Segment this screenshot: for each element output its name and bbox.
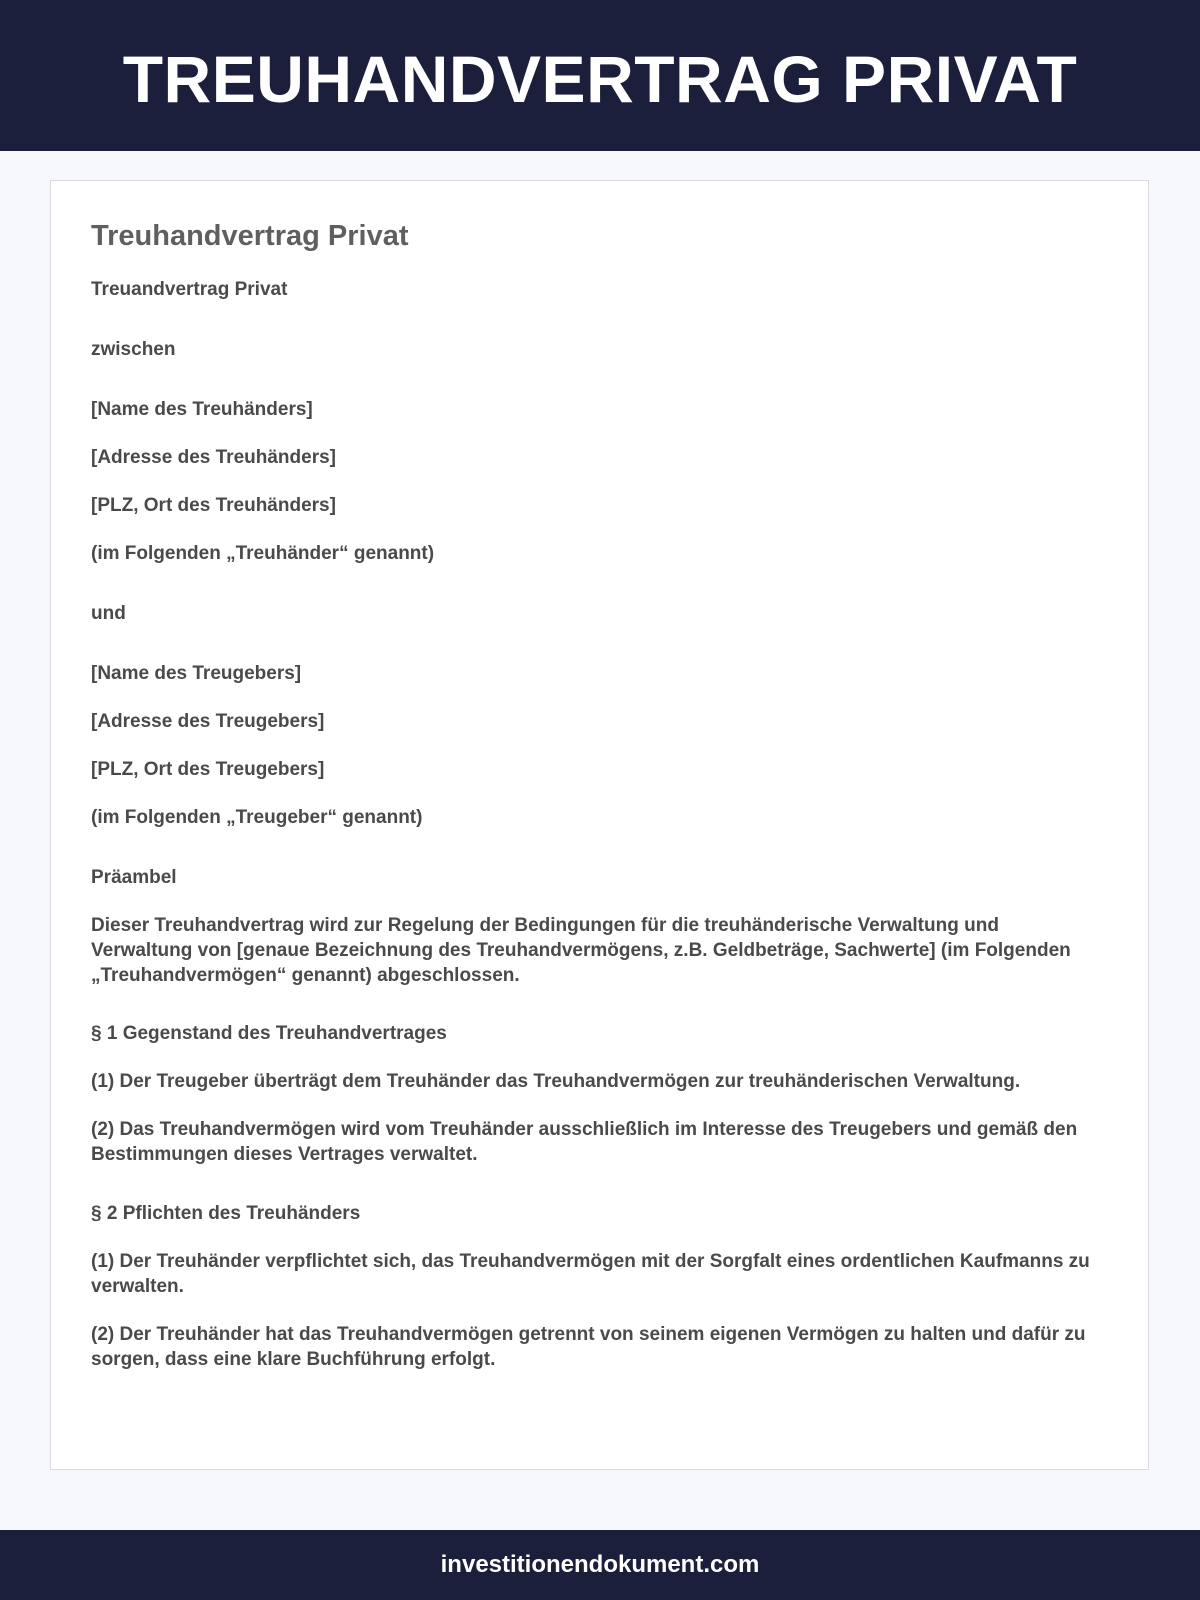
trustee-name: [Name des Treuhänders] [91, 399, 313, 420]
trustee-city: [PLZ, Ort des Treuhänders] [91, 495, 336, 516]
section-1-clause-1: (1) Der Treugeber überträgt dem Treuhänder das Treuhandvermögen zur treuhänderischen Verwaltung. [91, 1071, 1021, 1092]
page-header [0, 0, 1200, 151]
footer-site-link[interactable]: investitionendokument.com [440, 1551, 760, 1578]
document-title: Treuhandvertrag Privat [91, 220, 409, 252]
header-title: TREUHANDVERTRAG PRIVAT [122, 41, 1078, 116]
section-1-heading: § 1 Gegenstand des Treuhandvertrages [91, 1023, 447, 1044]
page-footer [0, 1530, 1200, 1600]
between-label: zwischen [91, 339, 176, 360]
trustor-address: [Adresse des Treugebers] [91, 711, 325, 732]
trustee-address: [Adresse des Treuhänders] [91, 447, 336, 468]
preamble-heading: Präambel [91, 867, 177, 888]
trustee-designation: (im Folgenden „Treuhänder“ genannt) [91, 543, 435, 564]
section-2-heading: § 2 Pflichten des Treuhänders [91, 1203, 361, 1224]
section-1-clause-2: (2) Das Treuhandvermögen wird vom Treuhänder ausschließlich im Interesse des Treugebers und gemäß den Bestimmungen dieses Vertrages verwaltet. [91, 1119, 1078, 1165]
section-2-clause-1: (1) Der Treuhänder verpflichtet sich, das Treuhandvermögen mit der Sorgfalt eines ordentlichen Kaufmanns zu verwalten. [91, 1251, 1090, 1297]
trustor-designation: (im Folgenden „Treugeber“ genannt) [91, 807, 423, 828]
preamble-text: Dieser Treuhandvertrag wird zur Regelung der Bedingungen für die treuhänderische Verwaltung und Verwaltung von [genaue Bezeichnung des Treuhandvermögens, z.B. Geldbeträge, Sachwerte] (im Folgenden „Treuhandvermögen“ genannt) abgeschlossen. [91, 915, 1071, 986]
contract-subtitle: Treuandvertrag Privat [91, 279, 288, 300]
document-card [50, 180, 1149, 1470]
section-2-clause-2: (2) Der Treuhänder hat das Treuhandvermögen getrennt von seinem eigenen Vermögen zu halten und dafür zu sorgen, dass eine klare Buchführung erfolgt. [91, 1324, 1086, 1370]
and-label: und [91, 603, 126, 624]
trustor-city: [PLZ, Ort des Treugebers] [91, 759, 325, 780]
trustor-name: [Name des Treugebers] [91, 663, 302, 684]
